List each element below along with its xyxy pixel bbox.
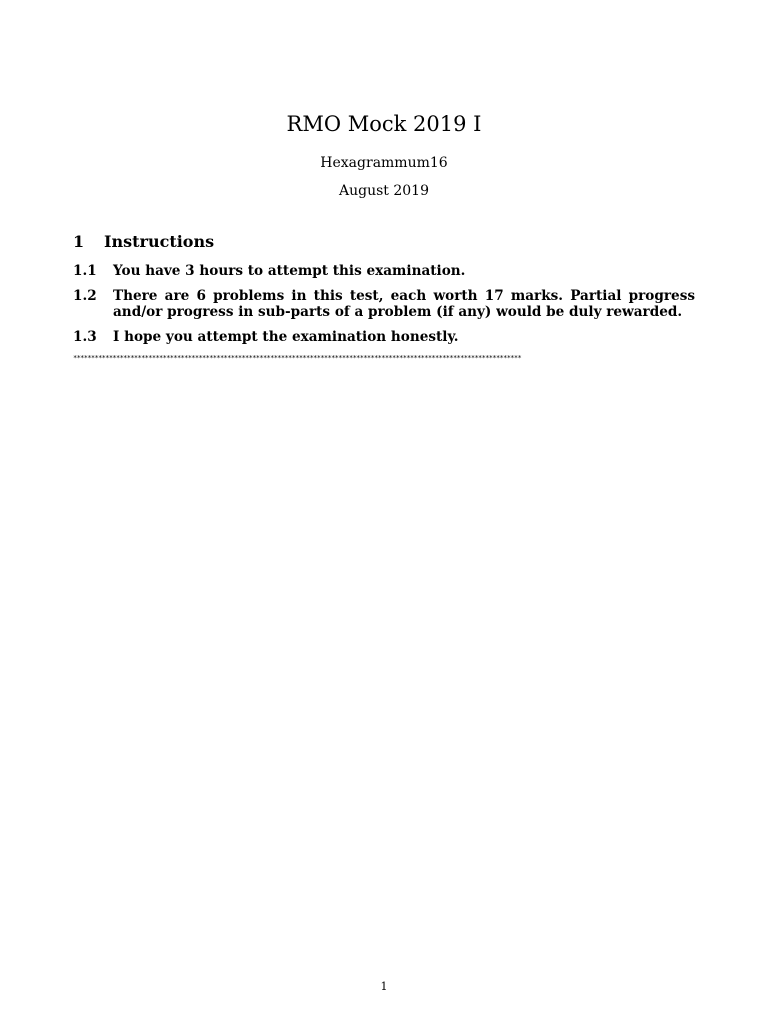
section-title: Instructions xyxy=(104,232,215,251)
instruction-text: There are 6 problems in this test, each worth 17 marks. Partial progress and/or progress in sub-parts of a problem (if any) would be duly rewarded. xyxy=(113,288,695,320)
document-title: RMO Mock 2019 I xyxy=(286,112,482,136)
document-date: August 2019 xyxy=(339,183,429,199)
instruction-item xyxy=(73,329,695,345)
instruction-number: 1.2 xyxy=(73,288,97,304)
section-heading xyxy=(73,232,214,252)
instruction-item xyxy=(73,263,695,279)
instruction-text: You have 3 hours to attempt this examination. xyxy=(113,263,466,279)
instruction-number: 1.1 xyxy=(73,263,97,279)
document-author: Hexagrammum16 xyxy=(320,155,448,171)
instruction-text: I hope you attempt the examination honestly. xyxy=(113,329,459,345)
section-number: 1 xyxy=(73,232,85,251)
asterisk-divider: ***************************************************************************************************************************** xyxy=(73,354,522,362)
page-number: 1 xyxy=(380,980,388,993)
instruction-item xyxy=(73,288,695,320)
instruction-number: 1.3 xyxy=(73,329,97,345)
